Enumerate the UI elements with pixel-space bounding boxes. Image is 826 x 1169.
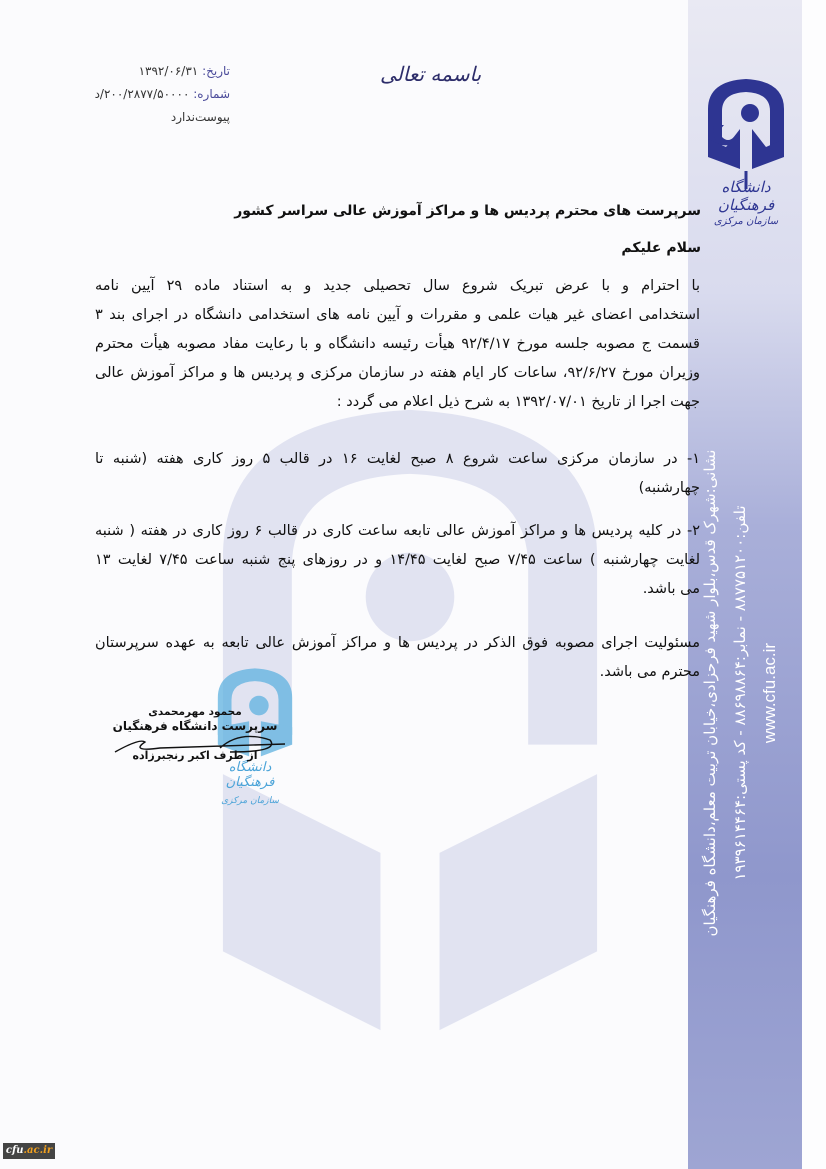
greeting: سلام علیکم: [621, 240, 701, 256]
item-1: [95, 445, 700, 503]
text-line: ۲- در کلیه پردیس ها و مراکز آموزش عالی تابعه ساعت کاری در قالب ۶ روز کاری در هفته ( شنبه: [95, 523, 700, 539]
closing-paragraph: [95, 629, 700, 687]
text-line: با احترام و با عرض تبریک شروع سال تحصیلی جدید و به استناد ماده ۲۹ آیین نامه: [95, 278, 700, 294]
stamp-org-name: دانشگاه فرهنگیان: [225, 760, 275, 790]
invocation: باسمه تعالی: [380, 62, 482, 86]
signer-name: محمود مهرمحمدی: [148, 706, 242, 718]
text-line: استخدامی اعضای غیر هیات علمی و مقررات و آیین نامه های استخدامی دانشگاه در اجرای بند ۳: [95, 307, 700, 323]
text-line: ۱- در سازمان مرکزی ساعت شروع ۸ صبح لغایت ۱۶ در قالب ۵ روز کاری هفته (شنبه تا: [95, 451, 700, 467]
date-label: تاریخ:: [202, 64, 230, 78]
text-line: لغایت چهارشنبه ) ساعت ۷/۴۵ صبح لغایت ۱۴/۴۵ و در روزهای پنج شنبه ساعت ۷/۴۵ لغایت ۱۳: [95, 552, 700, 568]
logo-org-sub: سازمان مرکزی: [713, 216, 779, 227]
website-link[interactable]: www.cfu.ac.ir: [760, 642, 779, 744]
text-line: جهت اجرا از تاریخ ۱۳۹۲/۰۷/۰۱ به شرح ذیل اعلام می گردد :: [336, 394, 700, 410]
item-2: [95, 517, 700, 604]
signer-title: سرپرست دانشگاه فرهنگیان: [112, 719, 278, 733]
date-row: [70, 60, 230, 83]
source-badge: [3, 1143, 55, 1159]
number-value: ۲۰۰/۲۸۷۷/۵۰۰۰۰/د: [94, 87, 190, 101]
letterhead-contact: [695, 448, 785, 938]
attachment-row: پیوست‌ندارد: [170, 110, 230, 124]
recipient: سرپرست های محترم پردیس ها و مراکز آموزش عالی سراسر کشور: [234, 203, 701, 219]
badge-main: cfu: [5, 1145, 24, 1156]
text-line: وزیران مورخ ۹۲/۶/۲۷، ساعات کار ایام هفته در سازمان مرکزی و پردیس ها و مراکز آموزش عالی: [95, 365, 700, 381]
text-line: مسئولیت اجرای مصوبه فوق الذکر در پردیس ها و مراکز آموزش عالی تابعه به عهده سرپرستان: [95, 635, 700, 651]
phone-line: تلفن:۸۸۷۷۵۱۲۰۰ - نمابر:۸۸۶۹۸۸۶۴ - کد پستی:۱۹۳۹۶۱۴۴۶۴: [731, 505, 749, 881]
date-value: ۱۳۹۲/۰۶/۳۱: [138, 64, 199, 78]
on-behalf: از طرف اکبر رنجبرزاده: [132, 749, 258, 762]
handwritten-signature: [110, 730, 290, 760]
stamp-org-sub: سازمان مرکزی: [221, 796, 279, 806]
intro-paragraph: [95, 272, 700, 417]
text-line: می باشد.: [642, 581, 700, 597]
badge-suffix: .ac.ir: [23, 1145, 53, 1156]
stamp-caption: [205, 760, 295, 806]
number-row: [70, 83, 230, 106]
page-edge: [802, 0, 826, 1169]
number-label: شماره:: [193, 87, 230, 101]
address: نشانی:شهرک قدس،بلوار شهید فرحزادی،خیابان تربیت معلم،دانشگاه فرهنگیان: [701, 449, 719, 937]
text-line: چهارشنبه): [638, 480, 700, 496]
logo-org-name: دانشگاه فرهنگیان: [717, 178, 775, 214]
logo-caption: [700, 178, 792, 227]
letter-meta: [70, 60, 230, 129]
text-line: محترم می باشد.: [599, 664, 700, 680]
text-line: قسمت ج مصوبه جلسه مورخ ۹۲/۴/۱۷ هیأت رئیسه دانشگاه و با رعایت مفاد مصوبه هیأت محترم: [95, 336, 700, 352]
